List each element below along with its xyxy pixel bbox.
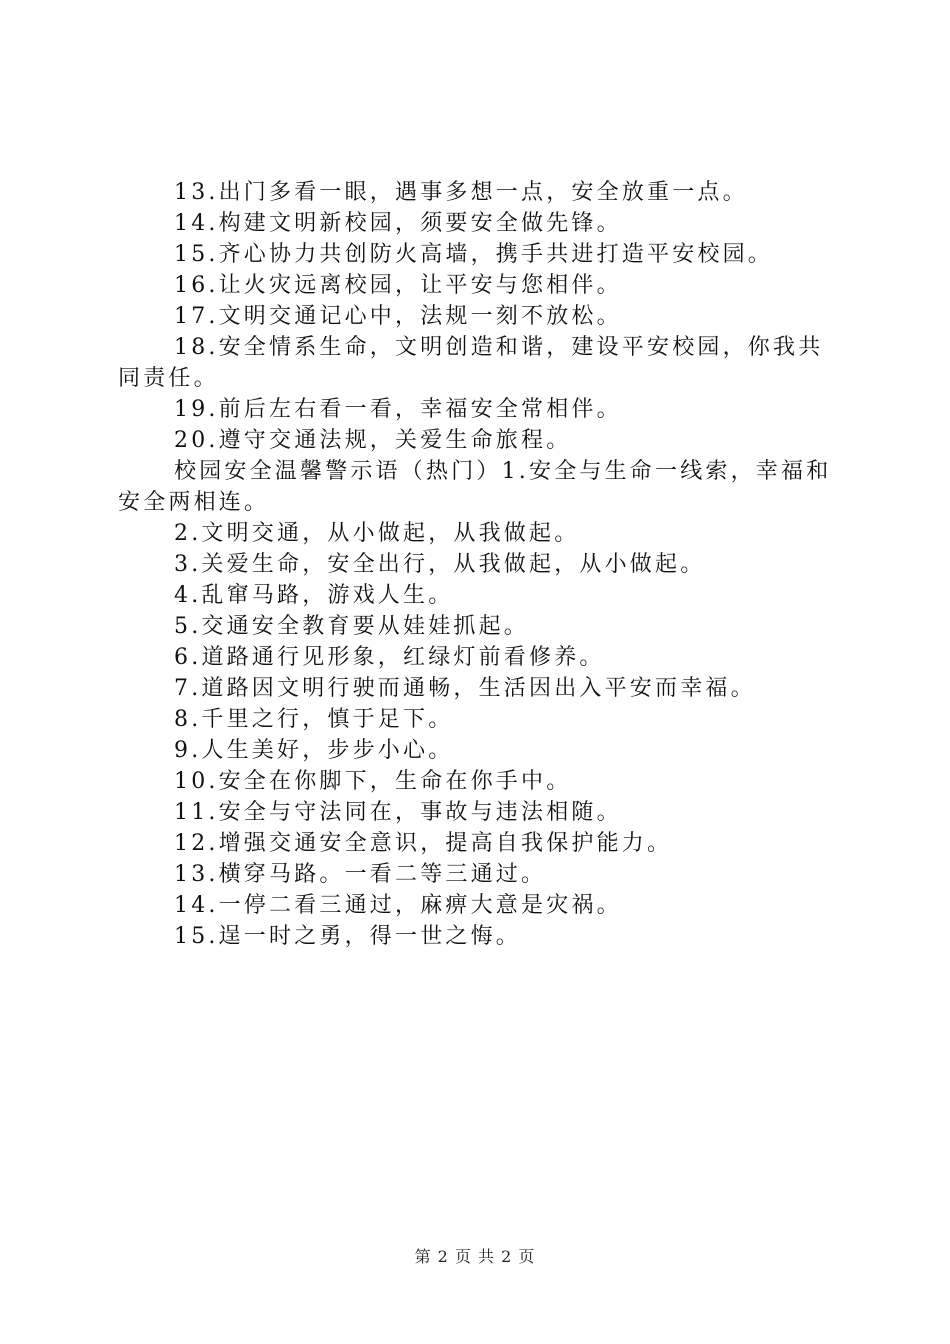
paragraph: 15.逞一时之勇，得一世之悔。	[174, 924, 521, 949]
page-number-footer: 第 2 页 共 2 页	[414, 1247, 536, 1266]
paragraph: 14.一停二看三通过，麻痹大意是灾祸。	[174, 893, 622, 918]
paragraph: 15.齐心协力共创防火高墙，携手共进打造平安校园。	[174, 242, 773, 267]
paragraph: 2.文明交通，从小做起，从我做起。	[174, 521, 580, 546]
paragraph: 8.千里之行，慎于足下。	[174, 707, 454, 732]
paragraph: 10.安全在你脚下，生命在你手中。	[174, 769, 572, 794]
paragraph: 14.构建文明新校园，须要安全做先锋。	[174, 211, 622, 236]
paragraph: 13.出门多看一眼，遇事多想一点，安全放重一点。	[174, 180, 748, 205]
paragraph: 7.道路因文明行驶而通畅，生活因出入平安而幸福。	[174, 676, 756, 701]
paragraph: 9.人生美好，步步小心。	[174, 738, 454, 763]
paragraph: 校园安全温馨警示语（热门）1.安全与生命一线索，幸福和安全两相连。	[118, 459, 832, 515]
paragraph: 3.关爱生命，安全出行，从我做起，从小做起。	[174, 552, 706, 577]
paragraph: 17.文明交通记心中，法规一刻不放松。	[174, 304, 622, 329]
paragraph: 6.道路通行见形象，红绿灯前看修养。	[174, 645, 605, 670]
paragraph: 11.安全与守法同在，事故与违法相随。	[174, 800, 622, 825]
paragraph: 19.前后左右看一看，幸福安全常相伴。	[174, 397, 622, 422]
paragraph: 13.横穿马路。一看二等三通过。	[174, 862, 547, 887]
paragraph: 20.遵守交通法规，关爱生命旅程。	[174, 428, 572, 453]
paragraph: 4.乱窜马路，游戏人生。	[174, 583, 454, 608]
document-body	[118, 177, 838, 952]
paragraph: 12.增强交通安全意识，提高自我保护能力。	[174, 831, 673, 856]
paragraph: 18.安全情系生命，文明创造和谐，建设平安校园，你我共同责任。	[118, 335, 824, 391]
paragraph: 16.让火灾远离校园，让平安与您相伴。	[174, 273, 622, 298]
paragraph: 5.交通安全教育要从娃娃抓起。	[174, 614, 529, 639]
